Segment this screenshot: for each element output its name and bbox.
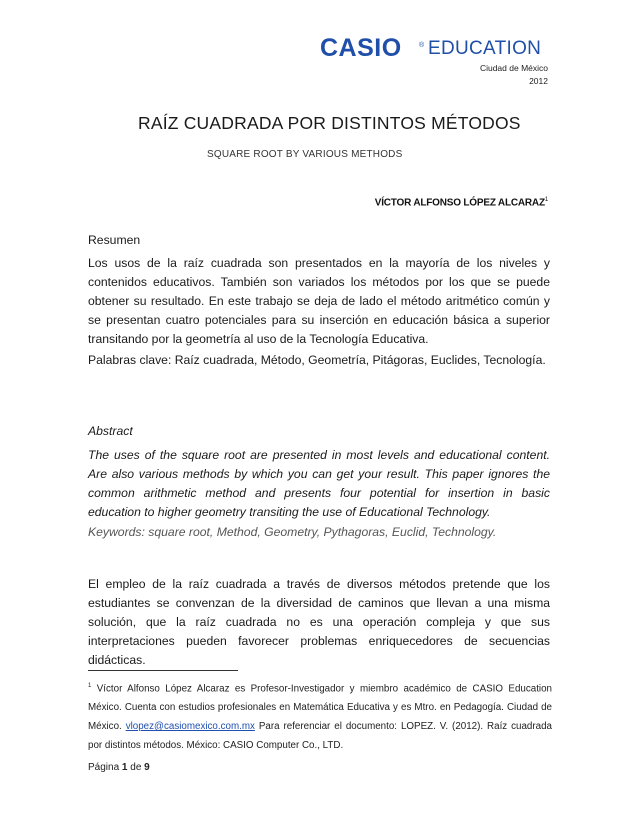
page-total: 9 (144, 762, 150, 773)
abstract-heading: Abstract (88, 424, 133, 438)
header-year: 2012 (529, 76, 548, 86)
casio-education-logo (320, 34, 550, 64)
page-current: 1 (121, 762, 128, 773)
footnote-mark: 1 (88, 683, 92, 689)
logo-registered-mark: ® (419, 42, 425, 49)
page-prefix: Página (88, 762, 122, 773)
footnote-divider (88, 670, 238, 671)
resumen-heading: Resumen (88, 233, 141, 247)
document-author (375, 197, 548, 208)
body-paragraph: El empleo de la raíz cuadrada a través de diversos métodos pretende que los estudiantes se convenzan de la diversidad de caminos que llevan a una misma solución, que la raíz cuadrada no es una operación compleja y que sus interpretaciones pueden favorecer problemas enriquecedores de secuencias didácticas. (88, 577, 550, 667)
abstract-text: The uses of the square root are presented in most levels and educational content. Are also various methods by which you can get your result. This paper ignores the common arithmetic method and presents four potential for insertion in basic education to higher geometry transiting the use of Educational Technology. (88, 448, 550, 519)
logo-division: EDUCATION (428, 38, 542, 59)
palabras-clave: Palabras clave: Raíz cuadrada, Método, Geometría, Pitágoras, Euclides, Tecnología. (88, 353, 546, 367)
resumen-text: Los usos de la raíz cuadrada son presentados en la mayoría de los niveles y contenidos educativos. También son variados los métodos por los que se puede obtener su resultado. En este trabajo se deja de lado el método aritmético común y se presentan cuatro potenciales para su inserción en educación básica a superior transitando por la geometría al uso de la Tecnología Educativa. (88, 256, 550, 346)
footnote-text-after: Para referenciar el documento: LOPEZ. V. (2012). Raíz cuadrada por distintos métodos. México: CASIO Computer Co., LTD. (88, 721, 552, 752)
footnote (88, 677, 552, 755)
logo-brand: CASIO (320, 34, 402, 62)
document-title: RAÍZ CUADRADA POR DISTINTOS MÉTODOS (138, 113, 521, 133)
footnote-text-before: Víctor Alfonso López Alcaraz es Profesor-Investigador y miembro académico de CASIO Education México. Cuenta con estudios profesionales en Matemática Educativa y es Mtro. en Pedagogía. Ciudad de México. (88, 683, 552, 733)
header-place: Ciudad de México (479, 63, 548, 73)
keywords: Keywords: square root, Method, Geometry, Pythagoras, Euclid, Technology. (88, 525, 497, 539)
page-of: de (127, 762, 145, 773)
author-footnote-mark: 1 (544, 197, 548, 203)
author-name: VÍCTOR ALFONSO LÓPEZ ALCARAZ (374, 197, 545, 209)
footnote-email-link[interactable]: vlopez@casiomexico.com.mx (125, 721, 255, 733)
document-subtitle: SQUARE ROOT BY VARIOUS METHODS (207, 149, 403, 160)
page-number (88, 762, 150, 773)
